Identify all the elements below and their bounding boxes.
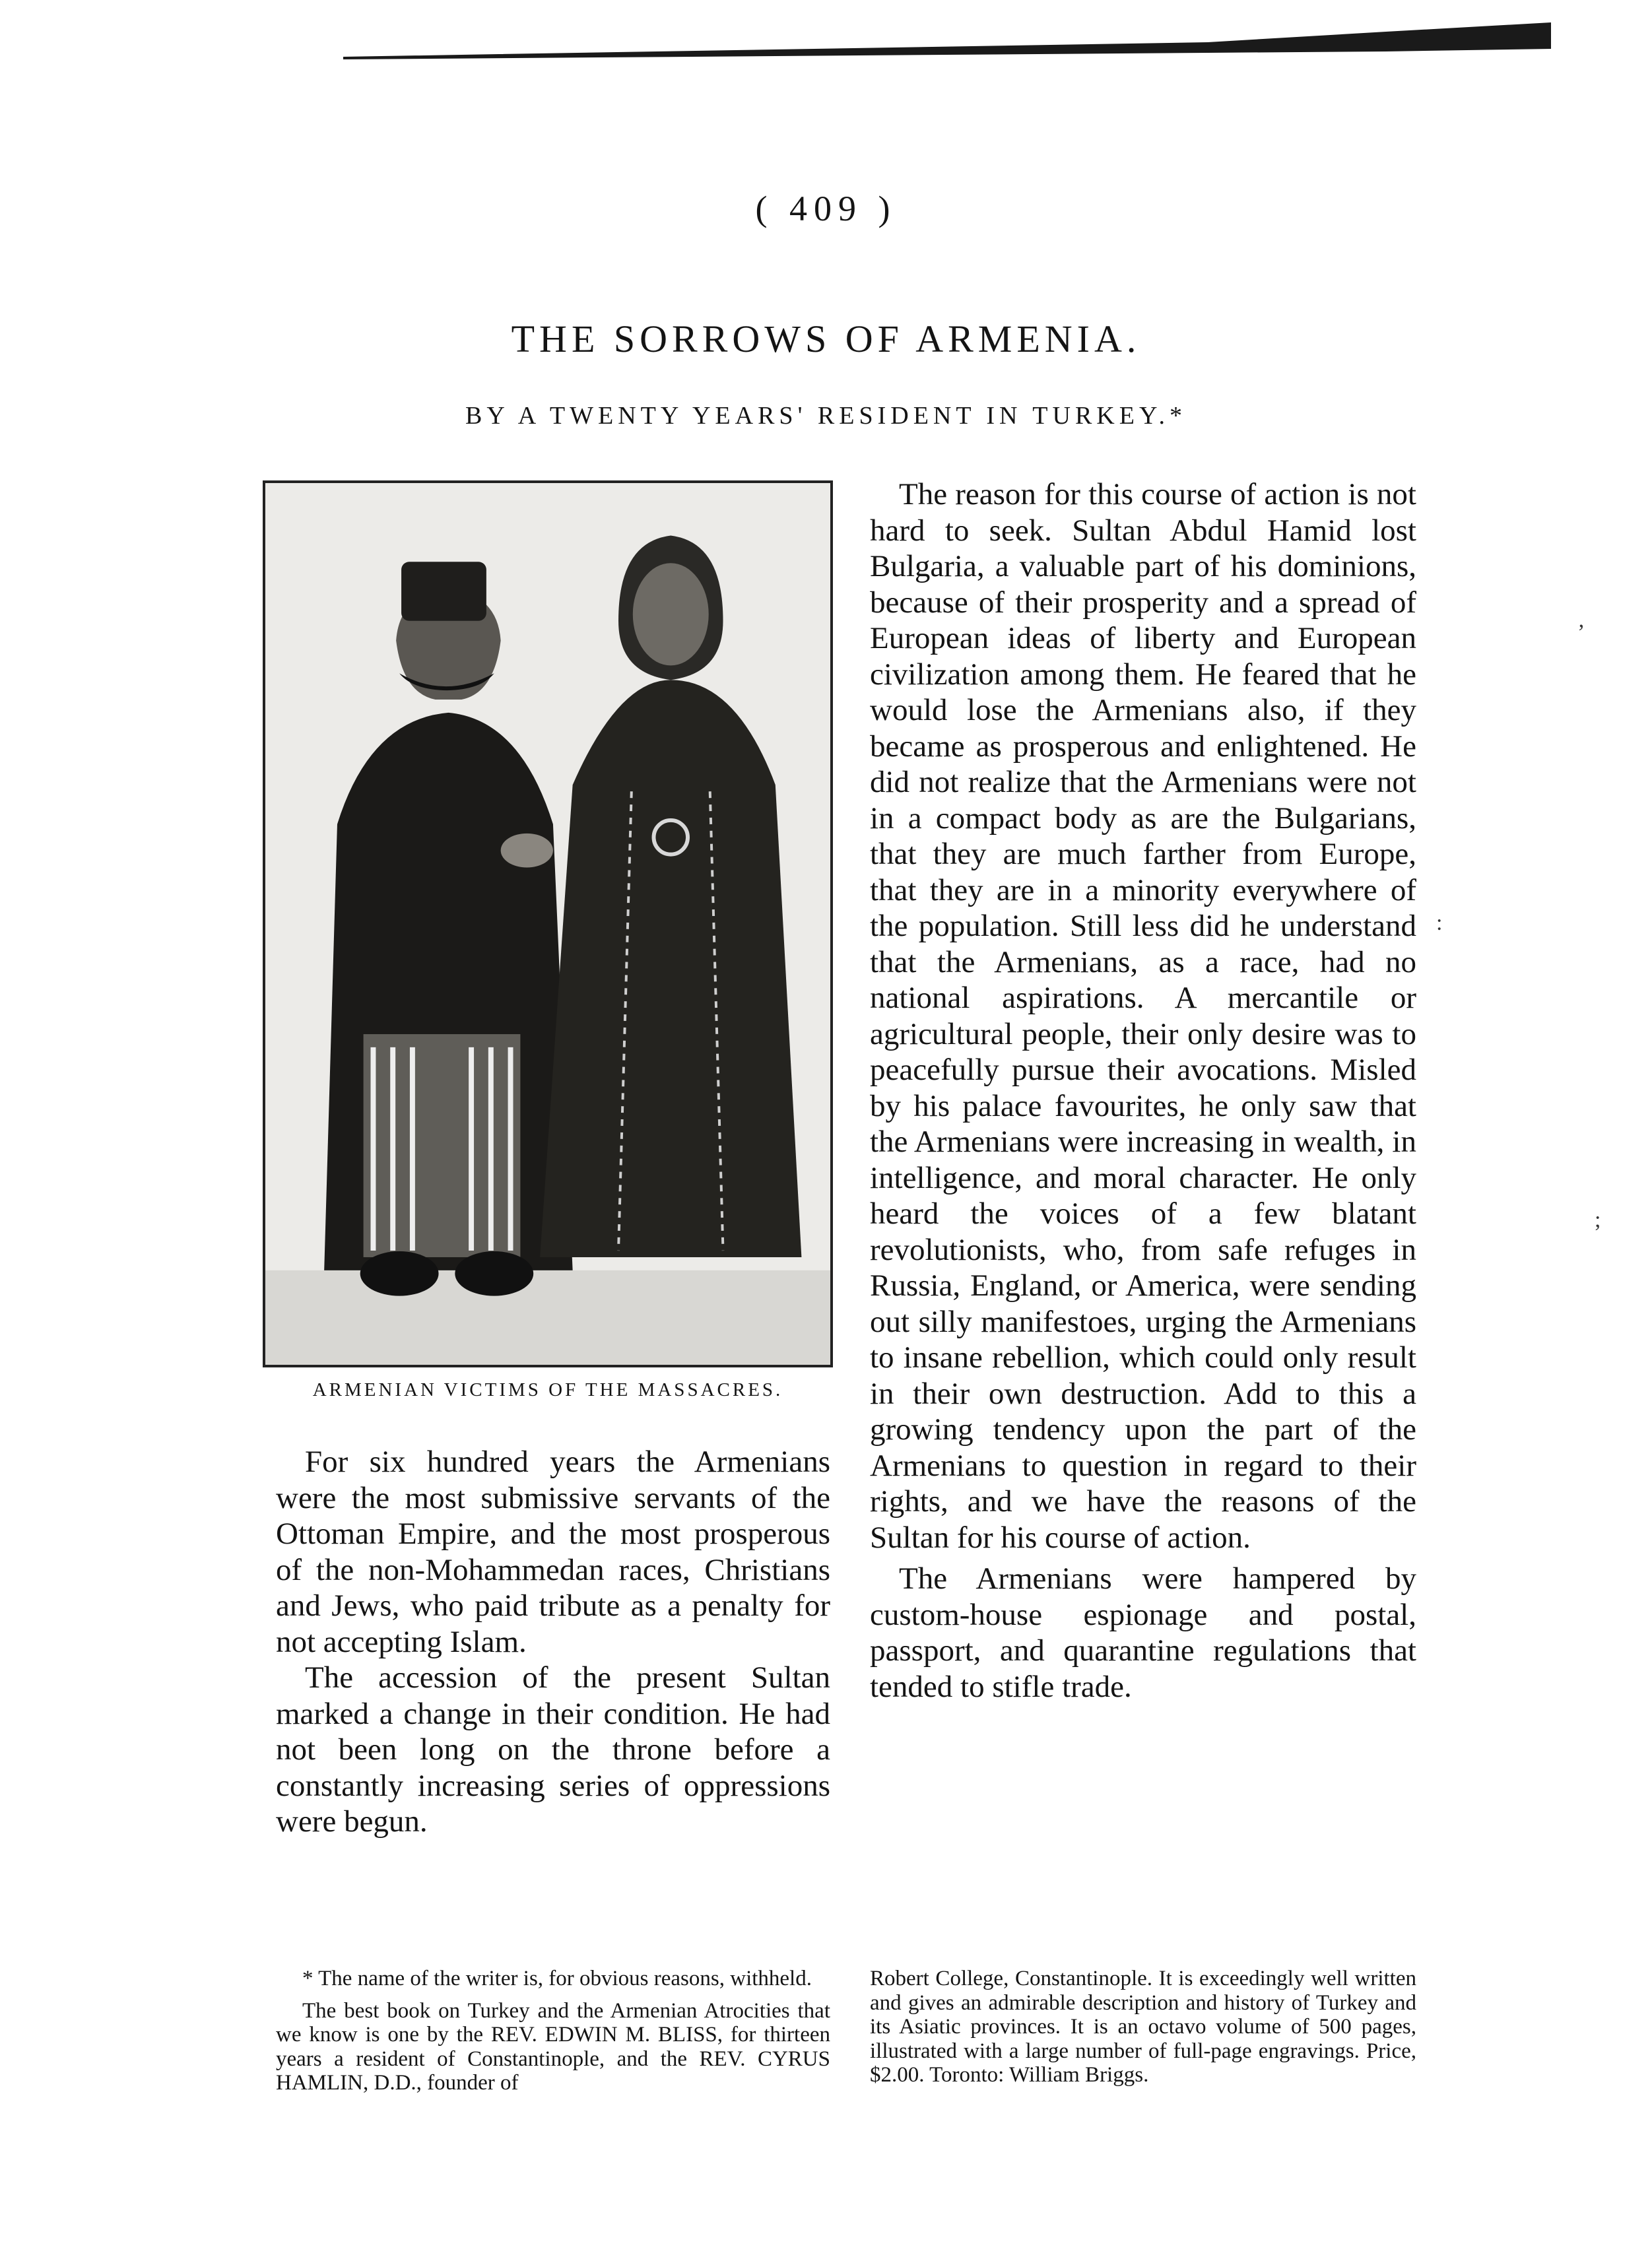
paragraph: The reason for this course of action is not hard to seek. Sultan Abdul Hamid lost Bulgaria, a valuable part of his dominions, because of their prosperity and a spread of European ideas of liberty and European civilization among them. He feared that he would lose the Armenians also, if they became as prosperous and enlightened. He did not realize that the Armenians were not in a compact body as are the Bulgarians, that they are much farther from Europe, that they are in a minority everywhere of the population. Still less did he understand that the Armenians, as a race, had no national aspirations. A mercantile or agricultural people, their only desire was to peacefully pursue their avocations. Misled by his palace favourites, he only saw that the Armenians were increasing in wealth, in intelligence, and moral character. He only heard the voices of a few blatant revolutionists, who, from safe refuges in Russia, England, or America, were sending out silly manifestoes, urging the Armenians to insane rebellion, which could only result in their own destruction. Add to this a growing tendency upon the part of the Armenians to question in regard to their rights, and we have the reasons of the Sultan for his course of action. xyxy=(870,477,1416,1555)
right-column xyxy=(870,476,1416,1705)
footnotes-left xyxy=(276,1967,830,2103)
footnote: * The name of the writer is, for obvious reasons, withheld. xyxy=(302,1967,812,1990)
footnotes-right xyxy=(870,1967,1416,2095)
margin-speck: ʼ xyxy=(1577,620,1585,645)
paragraph: The accession of the present Sultan marked a change in their condition. He had not been long on the throne before a constantly increasing series of oppressions were begun. xyxy=(276,1660,830,1839)
top-rule xyxy=(343,22,1551,62)
footnote: Robert College, Constantinople. It is exceedingly well written and gives an admirable description and history of Turkey and its Asiatic provinces. It is an octavo volume of 500 pages, illustrated with a large number of full-page engravings. Price, $2.00. Toronto: William Briggs. xyxy=(870,1967,1416,2087)
article-title: THE SORROWS OF ARMENIA. xyxy=(511,317,1141,360)
paragraph: For six hundred years the Armenians were the most submissive servants of the Ottoman Empire, and the most prosperous of the non-Mohammedan races, Christians and Jews, who paid tribute as a penalty for not accepting Islam. xyxy=(276,1445,830,1659)
article-byline: BY A TWENTY YEARS' RESIDENT IN TURKEY.* xyxy=(465,402,1187,430)
left-column xyxy=(276,1444,830,1840)
margin-speck: ; xyxy=(1595,1208,1601,1232)
footnote: The best book on Turkey and the Armenian Atrocities that we know is one by the REV. EDWIN M. BLISS, for thirteen years a resident of Constantinople, and the REV. CYRUS HAMLIN, D.D., founder of xyxy=(276,1998,830,2095)
photograph-armenian-couple xyxy=(263,480,833,1367)
page-number: ( 409 ) xyxy=(755,189,897,228)
figure-caption: ARMENIAN VICTIMS OF THE MASSACRES. xyxy=(312,1379,783,1400)
paragraph: The Armenians were hampered by custom-house espionage and postal, passport, and quarantine regulations that tended to stifle trade. xyxy=(870,1561,1416,1704)
margin-speck: : xyxy=(1436,911,1443,935)
